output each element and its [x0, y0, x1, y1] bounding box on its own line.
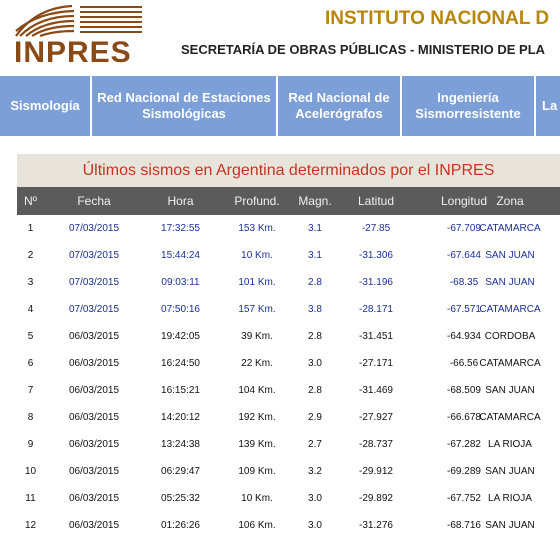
cell-number: 4	[27, 304, 34, 315]
cell-profundidad: 10 Km.	[241, 493, 273, 504]
cell-profundidad: 192 Km.	[238, 412, 276, 423]
table-row	[17, 242, 560, 269]
cell-profundidad: 139 Km.	[238, 439, 276, 450]
cell-zona: SAN JUAN	[485, 277, 535, 288]
cell-magnitud: 2.9	[308, 412, 322, 423]
cell-zona: SAN JUAN	[485, 250, 535, 261]
nav-item-sismologia[interactable]: Sismología	[0, 76, 92, 136]
cell-number: 10	[24, 466, 37, 477]
cell-hora: 14:20:12	[161, 412, 200, 423]
cell-fecha: 07/03/2015	[68, 277, 120, 288]
cell-zona: SAN JUAN	[485, 520, 535, 531]
cell-magnitud: 3.0	[308, 520, 322, 531]
cell-hora: 17:32:55	[161, 223, 200, 234]
cell-hora: 06:29:47	[161, 466, 200, 477]
cell-longitud: -69.289	[447, 466, 481, 477]
cell-longitud: -64.934	[447, 331, 481, 342]
cell-fecha: 06/03/2015	[68, 358, 120, 369]
recent-earthquakes-panel	[17, 154, 560, 533]
cell-hora: 19:42:05	[161, 331, 200, 342]
cell-longitud: -66.678	[447, 412, 481, 423]
nav-item-red-estaciones[interactable]: Red Nacional de Estaciones Sismológicas	[92, 76, 278, 136]
nav-item-red-acelerografos[interactable]: Red Nacional de Acelerógrafos	[278, 76, 402, 136]
cell-number: 7	[27, 385, 34, 396]
table-row	[17, 431, 560, 458]
cell-fecha: 06/03/2015	[68, 331, 120, 342]
cell-zona: CATAMARCA	[479, 358, 541, 369]
cell-magnitud: 3.1	[308, 250, 322, 261]
cell-zona: LA RIOJA	[488, 493, 532, 504]
table-row	[17, 269, 560, 296]
cell-longitud: -67.709	[447, 223, 481, 234]
cell-magnitud: 3.8	[308, 304, 322, 315]
table-row	[17, 458, 560, 485]
cell-longitud: -66.56	[449, 358, 479, 369]
cell-number: 11	[25, 493, 36, 504]
col-header-magnitud: Magn.	[298, 194, 332, 208]
cell-magnitud: 2.8	[308, 385, 322, 396]
cell-fecha: 07/03/2015	[68, 304, 120, 315]
cell-longitud: -67.752	[447, 493, 481, 504]
cell-fecha: 07/03/2015	[68, 250, 120, 261]
cell-number: 1	[27, 223, 34, 234]
cell-hora: 15:44:24	[161, 250, 200, 261]
cell-profundidad: 109 Km.	[238, 466, 276, 477]
table-row	[17, 323, 560, 350]
cell-magnitud: 3.2	[308, 466, 322, 477]
cell-magnitud: 3.1	[308, 223, 322, 234]
cell-zona: CATAMARCA	[479, 304, 541, 315]
cell-zona: CATAMARCA	[479, 412, 541, 423]
cell-magnitud: 2.7	[308, 439, 322, 450]
cell-zona: SAN JUAN	[485, 385, 535, 396]
cell-longitud: -68.35	[449, 277, 479, 288]
cell-magnitud: 2.8	[308, 277, 322, 288]
cell-zona: CORDOBA	[484, 331, 536, 342]
cell-profundidad: 104 Km.	[238, 385, 276, 396]
cell-latitud: -27.927	[359, 412, 393, 423]
cell-fecha: 06/03/2015	[68, 466, 120, 477]
table-header	[17, 187, 560, 215]
cell-latitud: -28.737	[359, 439, 393, 450]
cell-number: 9	[27, 439, 34, 450]
cell-profundidad: 22 Km.	[241, 358, 273, 369]
table-row	[17, 404, 560, 431]
col-header-longitud: Longitud	[440, 194, 488, 208]
cell-latitud: -31.469	[359, 385, 393, 396]
cell-profundidad: 39 Km.	[241, 331, 273, 342]
main-nav	[0, 76, 560, 136]
institute-title: INSTITUTO NACIONAL D	[325, 8, 550, 29]
cell-longitud: -67.282	[447, 439, 481, 450]
cell-zona: SAN JUAN	[485, 466, 535, 477]
site-header	[0, 0, 560, 72]
cell-profundidad: 101 Km.	[238, 277, 276, 288]
cell-hora: 16:24:50	[161, 358, 200, 369]
cell-hora: 05:25:32	[161, 493, 200, 504]
logo-wordmark: INPRES	[14, 36, 132, 69]
col-header-latitud: Latitud	[357, 194, 395, 208]
table-row	[17, 377, 560, 404]
cell-longitud: -68.716	[447, 520, 481, 531]
col-header-fecha: Fecha	[77, 194, 111, 208]
cell-number: 2	[27, 250, 34, 261]
cell-latitud: -31.451	[359, 331, 393, 342]
cell-profundidad: 106 Km.	[238, 520, 276, 531]
col-header-profundidad: Profund.	[234, 194, 280, 208]
cell-latitud: -29.912	[359, 466, 393, 477]
cell-fecha: 06/03/2015	[68, 520, 120, 531]
cell-latitud: -27.85	[361, 223, 391, 234]
cell-fecha: 06/03/2015	[68, 493, 120, 504]
cell-longitud: -67.644	[447, 250, 481, 261]
table-row	[17, 296, 560, 323]
cell-magnitud: 3.0	[308, 493, 322, 504]
col-header-hora: Hora	[167, 194, 194, 208]
cell-latitud: -28.171	[359, 304, 393, 315]
nav-item-truncated[interactable]: La	[536, 76, 560, 136]
cell-profundidad: 157 Km.	[238, 304, 276, 315]
col-header-zona: Zona	[496, 194, 524, 208]
cell-fecha: 07/03/2015	[68, 223, 120, 234]
cell-latitud: -31.276	[359, 520, 393, 531]
cell-hora: 16:15:21	[161, 385, 200, 396]
table-row	[17, 512, 560, 539]
cell-zona: CATAMARCA	[479, 223, 541, 234]
cell-latitud: -31.196	[359, 277, 393, 288]
cell-longitud: -68.509	[447, 385, 481, 396]
table-row	[17, 485, 560, 512]
cell-latitud: -31.306	[359, 250, 393, 261]
cell-magnitud: 2.8	[308, 331, 322, 342]
cell-number: 3	[27, 277, 34, 288]
panel-title: Últimos sismos en Argentina determinados por el INPRES	[17, 154, 560, 187]
cell-hora: 01:26:26	[161, 520, 200, 531]
cell-magnitud: 3.0	[308, 358, 322, 369]
cell-longitud: -67.571	[447, 304, 481, 315]
cell-fecha: 06/03/2015	[68, 412, 120, 423]
cell-number: 5	[27, 331, 34, 342]
cell-number: 12	[24, 520, 37, 531]
cell-hora: 07:50:16	[161, 304, 200, 315]
cell-fecha: 06/03/2015	[68, 439, 120, 450]
cell-zona: LA RIOJA	[488, 439, 532, 450]
col-header-number: Nº	[23, 194, 38, 208]
cell-latitud: -29.892	[359, 493, 393, 504]
cell-number: 8	[27, 412, 34, 423]
cell-fecha: 06/03/2015	[68, 385, 120, 396]
table-row	[17, 350, 560, 377]
table-row	[17, 215, 560, 242]
nav-item-ingenieria[interactable]: Ingeniería Sismorresistente	[402, 76, 536, 136]
cell-latitud: -27.171	[359, 358, 393, 369]
cell-number: 6	[27, 358, 34, 369]
cell-profundidad: 153 Km.	[238, 223, 276, 234]
ministry-subtitle: SECRETARÍA DE OBRAS PÚBLICAS - MINISTERIO DE PLA	[181, 42, 546, 57]
cell-hora: 13:24:38	[161, 439, 200, 450]
cell-profundidad: 10 Km.	[241, 250, 273, 261]
cell-hora: 09:03:11	[161, 277, 200, 288]
